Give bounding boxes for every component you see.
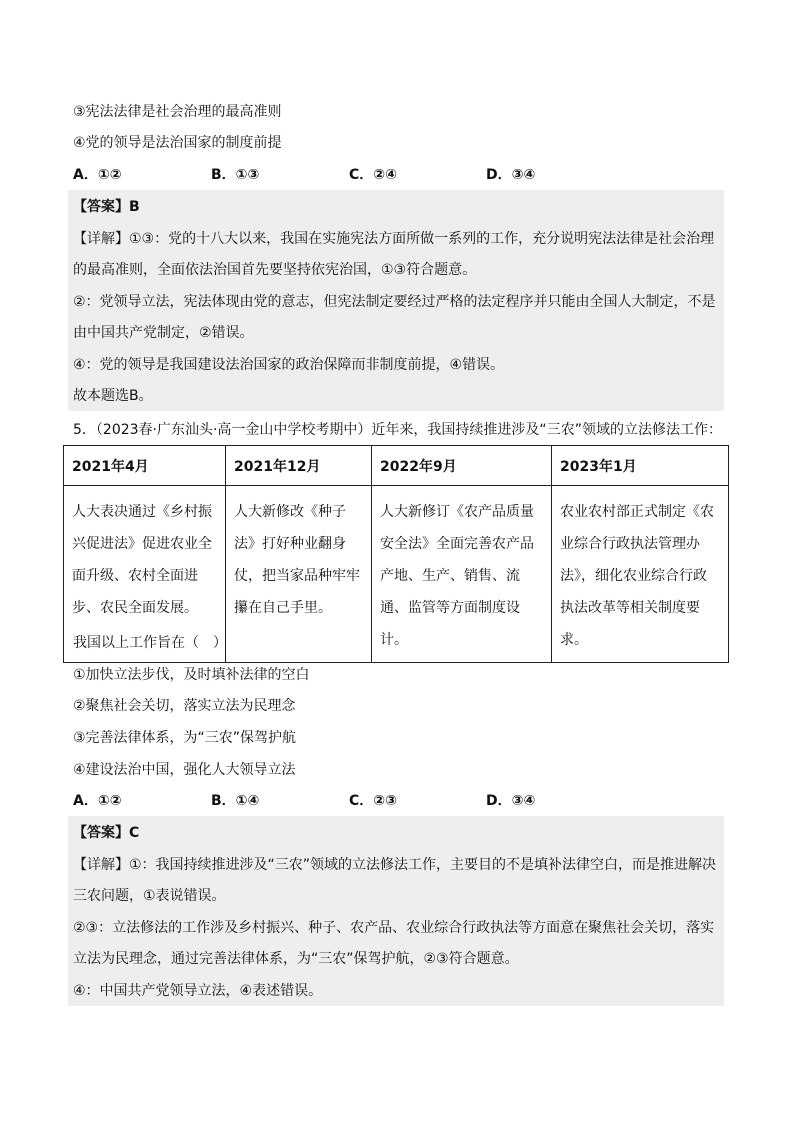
explanation-line: ④：党的领导是我国建设法治国家的政治保障而非制度前提，④错误。 (73, 357, 505, 373)
table-cell: 人大新修改《种子法》打好种业翻身仗，把当家品种牢牢攥在自己手里。 (226, 486, 372, 663)
answer-label: 【答案】B (73, 199, 140, 215)
explanation-line: 立法为民理念，通过完善法律体系，为“三农”保驾护航，②③符合题意。 (73, 951, 519, 967)
statement-3: ③完善法律体系，为“三农”保驾护航 (73, 730, 297, 746)
statement-1: ①加快立法步伐，及时填补法律的空白 (73, 667, 310, 683)
table-cell: 农业农村部正式制定《农业综合行政执法管理办法》，细化农业综合行政执法改革等相关制度要求。 (552, 486, 729, 663)
table-header-cell: 2021年4月 (64, 446, 226, 486)
option-d: D．③④ (486, 167, 536, 183)
table-header-cell: 2023年1月 (552, 446, 729, 486)
explanation-line: 由中国共产党制定，②错误。 (73, 325, 254, 341)
explanation-line: 三农问题，①表说错误。 (73, 888, 226, 904)
option-c: C．②③ (349, 793, 397, 809)
option-c: C．②④ (349, 167, 397, 183)
option-d: D．③④ (486, 793, 536, 809)
statement-3: ③宪法法律是社会治理的最高准则 (73, 104, 282, 120)
table-cell: 人大表决通过《乡村振兴促进法》促进农业全面升级、农村全面进步、农民全面发展。 (64, 486, 226, 663)
option-a: A．①② (73, 167, 122, 183)
explanation-line: 【详解】①：我国持续推进涉及“三农”领域的立法修法工作，主要目的不是填补法律空白，而是推进解决 (73, 857, 717, 873)
statement-2: ②聚焦社会关切，落实立法为民理念 (73, 698, 296, 714)
explanation-line: 的最高准则，全面依法治国首先要坚持依宪治国，①③符合题意。 (73, 262, 477, 278)
explanation-line: ②③：立法修法的工作涉及乡村振兴、种子、农产品、农业综合行政执法等方面意在聚焦社会关切，落实 (73, 920, 715, 936)
answer-box (68, 190, 724, 411)
table-header-cell: 2021年12月 (226, 446, 372, 486)
explanation-line: ④：中国共产党领导立法，④表述错误。 (73, 983, 323, 999)
answer-box (68, 816, 724, 1006)
answer-label: 【答案】C (73, 825, 140, 841)
table-header-cell: 2022年9月 (372, 446, 552, 486)
option-b: B．①④ (211, 793, 260, 809)
table-cell: 人大新修订《农产品质量安全法》全面完善农产品产地、生产、销售、流通、监管等方面制度设计。 (372, 486, 552, 663)
statement-4: ④建设法治中国，强化人大领导立法 (73, 762, 296, 778)
option-a: A．①② (73, 793, 122, 809)
statement-4: ④党的领导是法治国家的制度前提 (73, 135, 282, 151)
explanation-line: 故本题选B。 (73, 388, 153, 404)
option-b: B．①③ (211, 167, 260, 183)
legislation-table (63, 445, 729, 663)
table-header-row (64, 446, 729, 486)
explanation-line: 【详解】①③：党的十八大以来，我国在实施宪法方面所做一系列的工作，充分说明宪法法律是社会治理 (73, 231, 715, 247)
explanation-line: ②：党领导立法，宪法体现由党的意志，但宪法制定要经过严格的法定程序并只能由全国人大制定，不是 (73, 294, 716, 310)
question-5-intro: 5．（2023春·广东汕头·高一金山中学校考期中）近年来，我国持续推进涉及“三农”领域的立法修法工作： (73, 422, 722, 438)
question-stem: 我国以上工作旨在（ ） (73, 635, 227, 651)
